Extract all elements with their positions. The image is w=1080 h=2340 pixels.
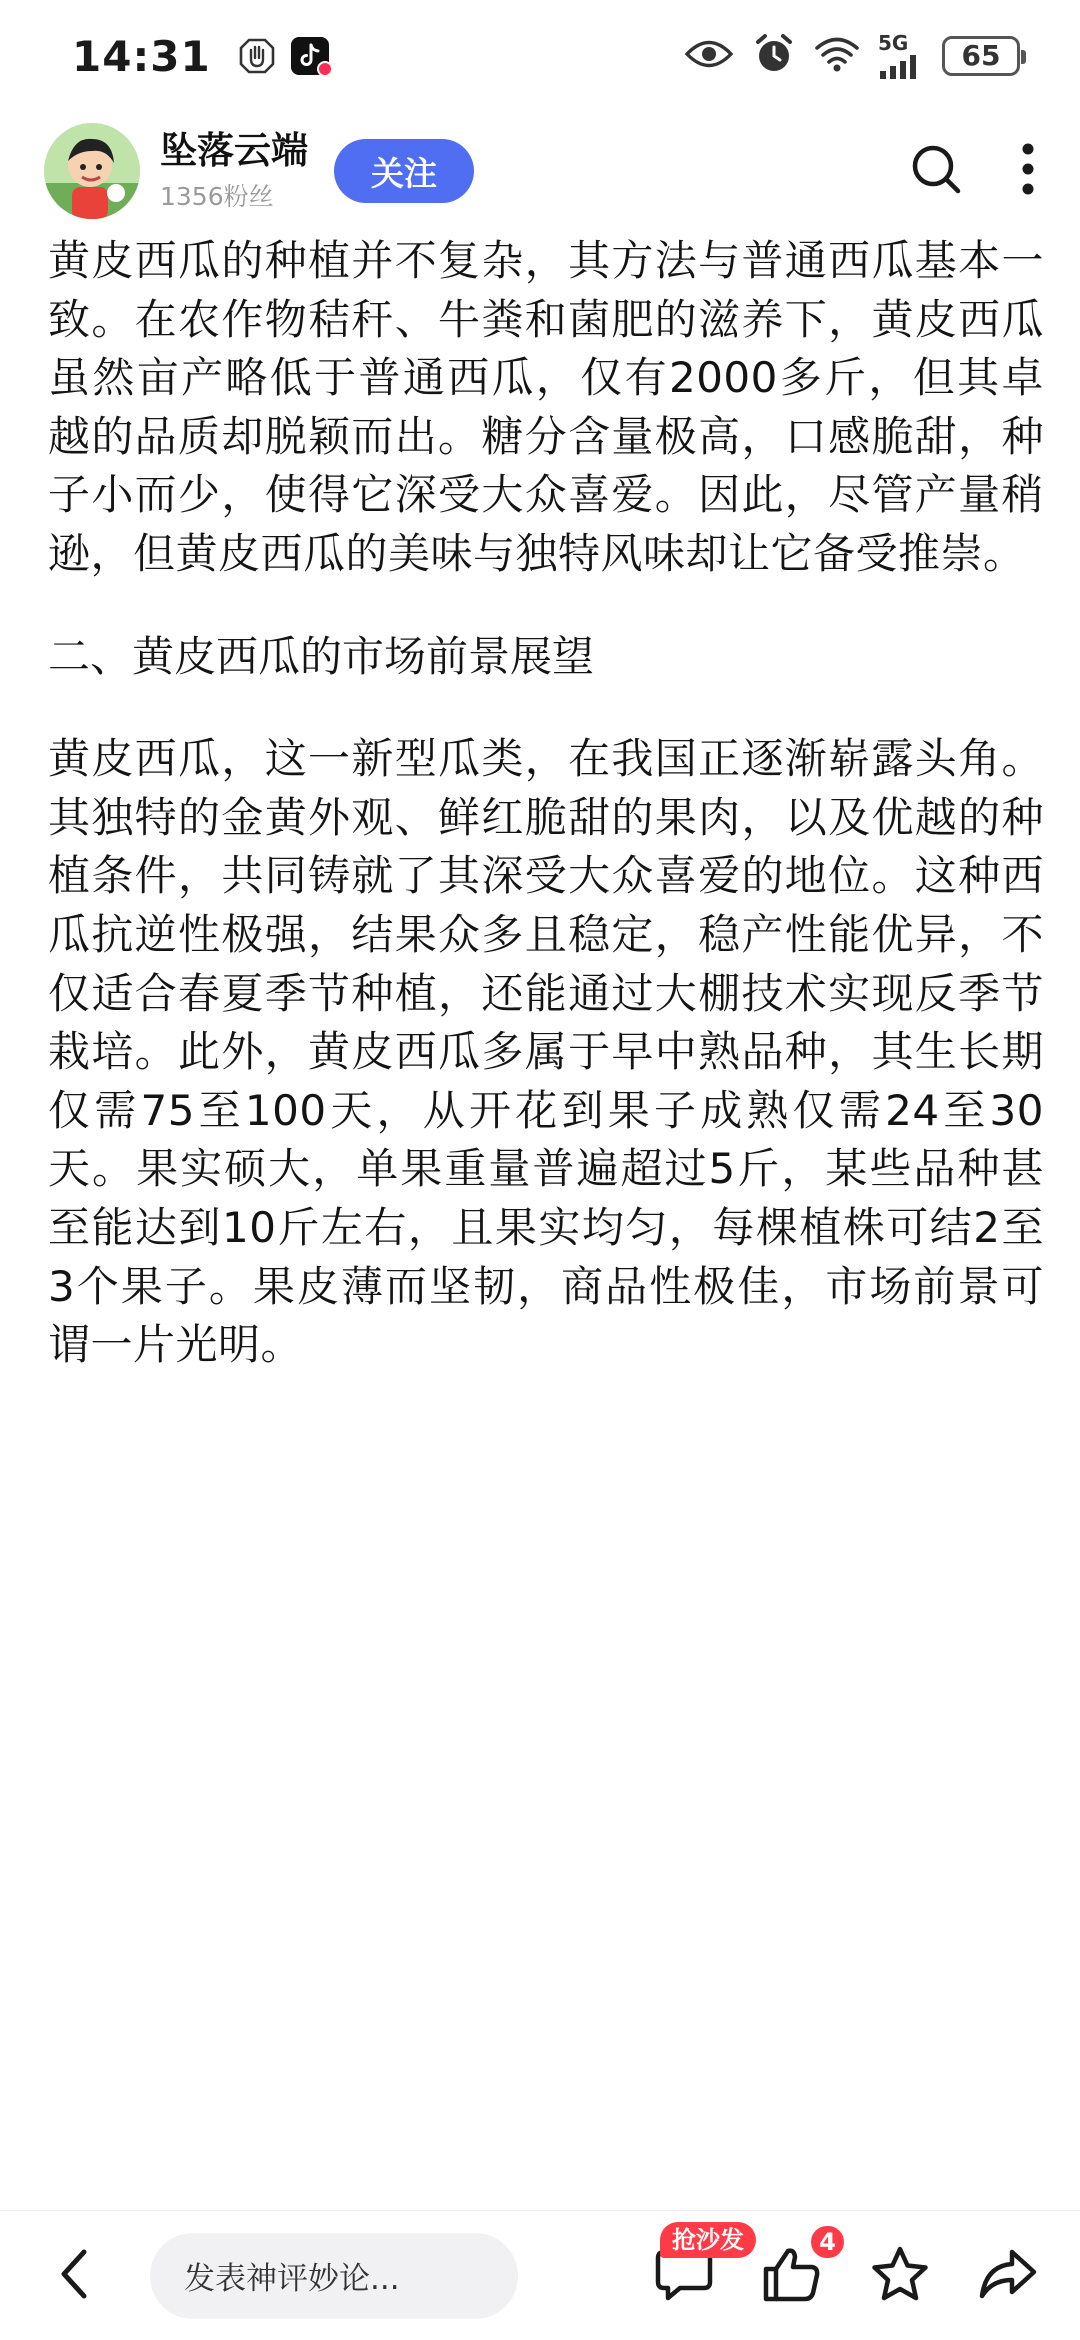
- more-vertical-icon: [1020, 141, 1036, 201]
- share-arrow-icon: [978, 2246, 1038, 2306]
- article-paragraph: 黄皮西瓜的种植并不复杂，其方法与普通西瓜基本一致。在农作物秸秆、牛粪和菌肥的滋养下，黄皮西瓜虽然亩产略低于普通西瓜，仅有2000多斤，但其卓越的品质却脱颖而出。糖分含量极高，口感脆甜，种子小而少，使得它深受大众喜爱。因此，尽管产量稍逊，但黄皮西瓜的美味与独特风味却让它备受推崇。: [48, 236, 1044, 578]
- like-button[interactable]: [760, 2227, 836, 2308]
- alarm-icon: [752, 32, 796, 80]
- share-button[interactable]: [976, 2244, 1040, 2308]
- status-bar: [0, 0, 1080, 112]
- bottom-action-bar: [0, 2210, 1080, 2340]
- article-body: [48, 232, 1044, 1375]
- cellular-signal-icon: [878, 33, 924, 79]
- section-heading: 二、黄皮西瓜的市场前景展望: [48, 631, 595, 681]
- comment-input[interactable]: 发表神评妙论...: [150, 2233, 518, 2319]
- favorite-button[interactable]: [868, 2244, 932, 2308]
- fans-count: 1356粉丝: [160, 182, 274, 212]
- author-name[interactable]: 坠落云端: [160, 128, 308, 172]
- battery-icon: [942, 36, 1020, 76]
- search-icon: [908, 141, 964, 201]
- action-icons: [652, 2225, 1050, 2308]
- status-indicators: [684, 32, 1020, 80]
- notification-icons: [237, 36, 329, 76]
- network-type-label: 5G: [878, 31, 909, 55]
- eye-comfort-icon: [684, 37, 734, 75]
- notification-dot: [317, 61, 333, 77]
- tiktok-app-icon: [291, 37, 329, 75]
- more-options-button[interactable]: [1020, 141, 1036, 201]
- header-actions: [908, 141, 1036, 201]
- status-time: 14:31: [72, 31, 211, 81]
- star-icon: [870, 2245, 930, 2307]
- article-header: [0, 112, 1080, 230]
- battery-level: 65: [961, 39, 1001, 72]
- sofa-badge: 抢沙发: [660, 2222, 756, 2258]
- author-info: [160, 129, 308, 213]
- chevron-left-icon: [54, 2246, 94, 2306]
- wifi-icon: [814, 35, 860, 77]
- search-button[interactable]: [908, 141, 964, 201]
- hand-gesture-icon: [237, 36, 277, 76]
- like-count-badge: 4: [809, 2224, 846, 2260]
- comment-button[interactable]: [652, 2225, 744, 2308]
- follow-button[interactable]: 关注: [334, 139, 474, 203]
- article-paragraph: 黄皮西瓜，这一新型瓜类，在我国正逐渐崭露头角。其独特的金黄外观、鲜红脆甜的果肉，以及优越的种植条件，共同铸就了其深受大众喜爱的地位。这种西瓜抗逆性极强，结果众多且稳定，稳产性能优异，不仅适合春夏季节种植，还能通过大棚技术实现反季节栽培。此外，黄皮西瓜多属于早中熟品种，其生长期仅需75至100天，从开花到果子成熟仅需24至30天。果实硕大，单果重量普遍超过5斤，某些品种甚至能达到10斤左右，且果实均匀，每棵植株可结2至3个果子。果皮薄而坚韧，商品性极佳，市场前景可谓一片光明。: [48, 734, 1044, 1370]
- author-avatar[interactable]: [44, 123, 140, 219]
- back-button[interactable]: [44, 2246, 104, 2306]
